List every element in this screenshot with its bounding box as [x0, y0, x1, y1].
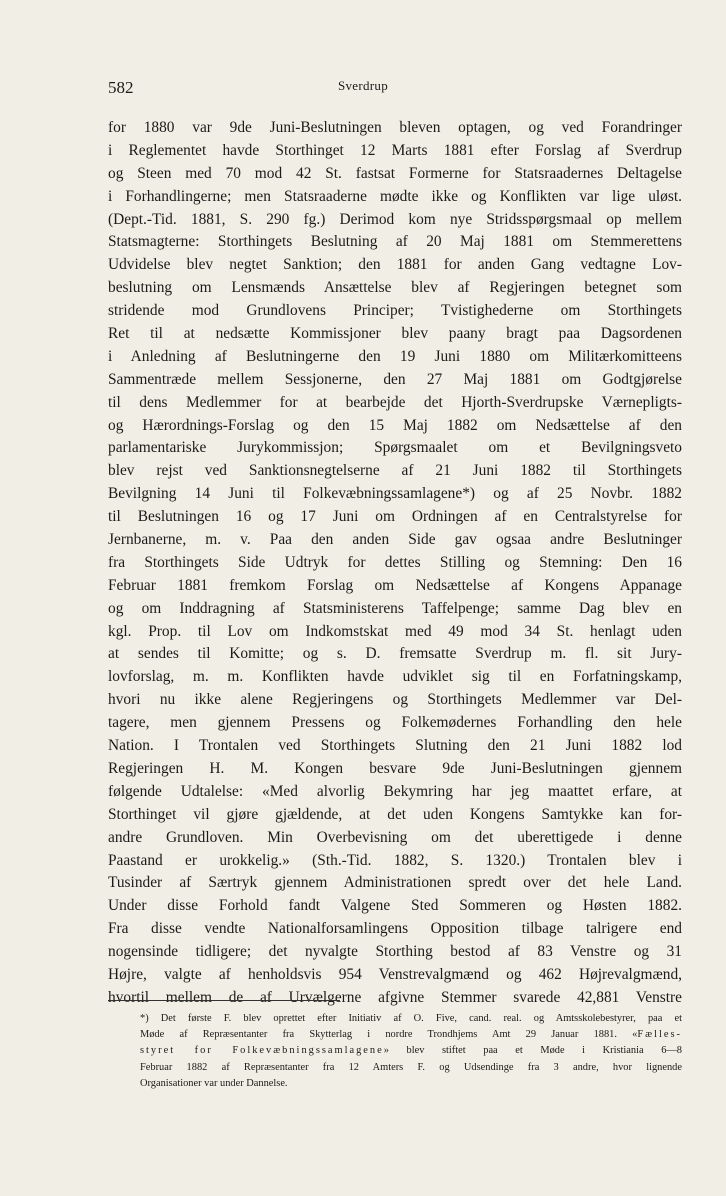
text-line: Paastand er urokkelig.» (Sth.-Tid. 1882, S. 1320.) Trontalen blev i [108, 851, 682, 869]
text-line: Statsmagterne: Storthingets Beslutning af 20 Maj 1881 om Stemmerettens [108, 233, 682, 251]
text-line: i Forhandlingerne; men Statsraaderne mødte ikke og Konflikten var lige uløst. [108, 187, 682, 205]
text-line: Jernbanerne, m. v. Paa den anden Side gav ogsaa andre Beslutninger [108, 531, 682, 549]
footnote-divider [108, 1000, 340, 1001]
text-line: Storthinget vil gjøre gjældende, at det uden Kongens Samtykke kan for- [108, 805, 682, 823]
text-line: Regjeringen H. M. Kongen besvare 9de Juni-Beslutningen gjennem [108, 759, 682, 777]
text-line: Sammentræde mellem Sessjonerne, den 27 Maj 1881 om Godtgjørelse [108, 370, 682, 388]
text-line: Ret til at nedsætte Kommissjoner blev paany bragt paa Dagsordenen [108, 325, 682, 343]
text-line: og Steen med 70 mod 42 St. fastsat Formerne for Statsraadernes Deltagelse [108, 164, 682, 182]
footnote-line [140, 1027, 682, 1043]
footnote-line: Februar 1882 af Repræsentanter fra 12 Amters F. og Udsendinge fra 3 andre, hvor lignende [140, 1061, 682, 1073]
text-line: hvori nu ikke alene Regjeringens og Storthingets Medlemmer var Del- [108, 691, 682, 709]
footnote-text: » blev stiftet paa et Møde i Kristiania 6—8 [383, 1045, 682, 1057]
text-line: andre Grundloven. Min Overbevisning om det uberettigede i denne [108, 828, 682, 846]
body-text [108, 117, 682, 1010]
text-line: Udvidelse blev negtet Sanktion; den 1881 for anden Gang vedtagne Lov- [108, 256, 682, 274]
page-number: 582 [108, 78, 134, 97]
text-line: i Anledning af Beslutningerne den 19 Juni 1880 om Militærkomitteens [108, 347, 682, 365]
text-line: Tusinder af Særtryk gjennem Administrationen spredt over det hele Land. [108, 874, 682, 892]
text-line: til Beslutningen 16 og 17 Juni om Ordningen af en Centralstyrelse for [108, 508, 682, 526]
text-line: parlamentariske Jurykommissjon; Spørgsmaalet om et Bevilgningsveto [108, 439, 682, 457]
text-line: beslutning om Lensmænds Ansættelse blev af Regjeringen betegnet som [108, 279, 682, 297]
text-line: at sendes til Komitte; og s. D. fremsatte Sverdrup m. fl. sit Jury- [108, 645, 682, 663]
text-line: Bevilgning 14 Juni til Folkevæbningssamlagene*) og af 25 Novbr. 1882 [108, 485, 682, 503]
text-line: Højre, valgte af henholdsvis 954 Venstrevalgmænd og 462 Højrevalgmænd, [108, 965, 682, 983]
text-line: Under disse Forhold fandt Valgene Sted Sommeren og Høsten 1882. [108, 897, 682, 915]
text-line: blev rejst ved Sanktionsnegtelserne af 21 Juni 1882 til Storthingets [108, 462, 682, 480]
footnote-text: Møde af Repræsentanter fra Skytterlag i nordre Trondhjems Amt 29 Januar 1881. « [140, 1029, 638, 1041]
text-line: og om Inddragning af Statsministerens Taffelpenge; samme Dag blev en [108, 599, 682, 617]
text-line: (Dept.-Tid. 1881, S. 290 fg.) Derimod kom nye Stridsspørgsmaal op mellem [108, 210, 682, 228]
text-line: Februar 1881 fremkom Forslag om Nedsættelse af Kongens Appanage [108, 576, 682, 594]
text-line: Fra disse vendte Nationalforsamlingens Opposition tilbage talrigere end [108, 920, 682, 938]
footnote-spaced-text: styret for Folkevæbningssamlagene [140, 1045, 384, 1057]
text-line: hvortil mellem de af Urvælgerne afgivne Stemmer svarede 42,881 Venstre [108, 988, 682, 1006]
text-line: og Hærordnings-Forslag og den 15 Maj 1882 om Nedsættelse af den [108, 416, 682, 434]
text-line: lovforslag, m. m. Konflikten havde udviklet sig til en Forfatningskamp, [108, 668, 682, 686]
text-line: fra Storthingets Side Udtryk for dettes Stilling og Stemning: Den 16 [108, 553, 682, 571]
text-line: følgende Udtalelse: «Med alvorlig Bekymring har jeg maattet erfare, at [108, 782, 682, 800]
text-line: for 1880 var 9de Juni-Beslutningen bleven optagen, og ved Forandringer [108, 119, 682, 136]
text-line: tagere, men gjennem Pressens og Folkemødernes Forhandling den hele [108, 714, 682, 732]
text-line: Nation. I Trontalen ved Storthingets Slutning den 21 Juni 1882 lod [108, 737, 682, 755]
text-line: til dens Medlemmer for at bearbejde det Hjorth-Sverdrupske Værnepligts- [108, 393, 682, 411]
footnote-line: Organisationer var under Dannelse. [140, 1077, 288, 1089]
running-head: Sverdrup [337, 78, 389, 93]
footnote-spaced-text: Fælles- [637, 1029, 682, 1041]
footnote [140, 1011, 682, 1092]
text-line: i Reglementet havde Storthinget 12 Marts 1881 efter Forslag af Sverdrup [108, 141, 682, 159]
footnote-line [140, 1043, 682, 1059]
text-line: kgl. Prop. til Lov om Indkomstskat med 49 mod 34 St. henlagt uden [108, 622, 682, 640]
text-line: stridende mod Grundlovens Principer; Tvistighederne om Storthingets [108, 302, 682, 320]
footnote-line: *) Det første F. blev oprettet efter Initiativ af O. Five, cand. real. og Amtsskolebestyrer, paa et [140, 1013, 682, 1024]
text-line: nogensinde tidligere; det nyvalgte Storthing bestod af 83 Venstre og 31 [108, 943, 682, 961]
